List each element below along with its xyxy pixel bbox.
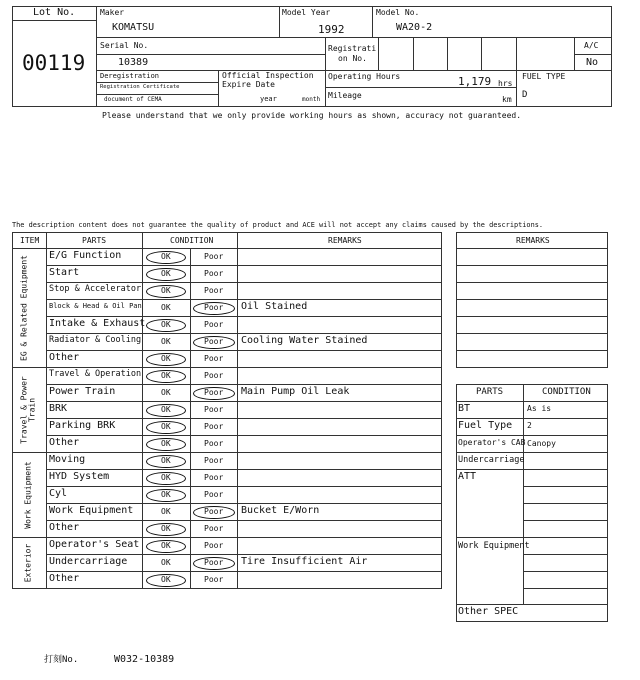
ok-selected-mark — [146, 523, 186, 536]
part-name: Travel & Operation — [49, 369, 142, 380]
parts-row-name: Work Equipment — [458, 541, 530, 551]
part-name: HYD System — [49, 470, 110, 482]
parts-col-header: PARTS — [476, 387, 504, 397]
ok-selected-mark — [146, 370, 186, 383]
lot-label: Lot No. — [33, 7, 76, 18]
ok-option: OK — [161, 421, 171, 431]
parts-row-condition: Canopy — [527, 439, 556, 448]
ok-selected-mark — [146, 404, 186, 417]
hours-notice: Please understand that we only provide working hours as shown, accuracy not guaranteed. — [102, 111, 522, 120]
ok-selected-mark — [146, 319, 186, 332]
ok-option: OK — [161, 319, 171, 329]
ok-option: OK — [161, 370, 171, 380]
mileage-label: Mileage — [328, 91, 362, 100]
part-name: E/G Function — [49, 249, 122, 261]
ok-selected-mark — [146, 251, 186, 264]
poor-option: Poor — [204, 455, 224, 465]
poor-option: Poor — [204, 336, 224, 346]
poor-option: Poor — [204, 370, 224, 380]
group-label: Work Equipment — [23, 460, 32, 529]
parts-row-condition: As is — [527, 404, 552, 413]
serial-label: Serial No. — [100, 41, 149, 50]
inspection-label: Official Inspection — [222, 71, 314, 80]
ok-selected-mark — [146, 489, 186, 502]
poor-option: Poor — [204, 251, 224, 261]
parts-row-condition: 2 — [527, 421, 532, 430]
dereg-sub1: Registration Certificate — [100, 84, 180, 90]
ok-option: OK — [161, 557, 171, 567]
ok-option: OK — [161, 387, 171, 397]
poor-option: Poor — [204, 404, 224, 414]
poor-selected-mark — [193, 336, 235, 349]
part-name: Power Train — [49, 385, 116, 397]
group-label: EG & Related Equipment — [19, 254, 28, 361]
part-name: Block & Head & Oil Pan — [49, 302, 142, 310]
ok-option: OK — [161, 353, 171, 363]
remark-text: Main Pump Oil Leak — [241, 385, 350, 397]
ok-option: OK — [161, 268, 171, 278]
ok-selected-mark — [146, 540, 186, 553]
stamp-label: 打刻No. — [44, 655, 79, 665]
registration-label: Registrati — [328, 44, 377, 53]
poor-option: Poor — [204, 557, 224, 567]
operating-hours-value: 1,179 — [458, 75, 492, 88]
ok-option: OK — [161, 489, 171, 499]
poor-option: Poor — [204, 472, 224, 482]
ok-option: OK — [161, 404, 171, 414]
poor-option: Poor — [204, 268, 224, 278]
parts-row-name: Operator's CAB — [458, 438, 526, 447]
parts-row-name: ATT — [458, 471, 477, 482]
stamp-value: W032-10389 — [114, 654, 175, 665]
part-name: Other — [49, 572, 80, 584]
poor-option: Poor — [204, 319, 224, 329]
ok-selected-mark — [146, 472, 186, 485]
col-parts-header: PARTS — [82, 236, 107, 245]
model-no-value: WA20-2 — [396, 22, 433, 33]
fuel-type-label: FUEL TYPE — [522, 72, 566, 81]
remark-text: Tire Insufficient Air — [241, 555, 368, 567]
parts-row-name: BT — [458, 403, 471, 414]
ok-option: OK — [161, 285, 171, 295]
model-year-value: 1992 — [318, 23, 345, 36]
part-name: Undercarriage — [49, 555, 128, 567]
part-name: Parking BRK — [49, 419, 116, 431]
ac-label: A/C — [584, 41, 599, 50]
remark-text: Bucket E/Worn — [241, 504, 320, 516]
part-name: Other — [49, 436, 80, 448]
ok-option: OK — [161, 251, 171, 261]
part-name: BRK — [49, 402, 68, 414]
ok-option: OK — [161, 506, 171, 516]
parts-row-name: Fuel Type — [458, 420, 513, 431]
poor-selected-mark — [193, 557, 235, 570]
km-unit: km — [502, 95, 512, 104]
serial-value: 10389 — [118, 57, 149, 68]
poor-option: Poor — [204, 302, 224, 312]
inspection-label-2: Expire Date — [222, 80, 275, 89]
part-name: Start — [49, 266, 80, 278]
hrs-unit: hrs — [498, 79, 513, 88]
part-name: Other — [49, 521, 80, 533]
part-name: Radiator & Cooling — [49, 335, 142, 346]
registration-label-2: on No. — [338, 54, 367, 63]
part-name: Work Equipment — [49, 504, 134, 516]
lot-number: 00119 — [22, 51, 86, 75]
condition-col-header: CONDITION — [542, 387, 591, 397]
poor-option: Poor — [204, 353, 224, 363]
model-no-label: Model No. — [376, 8, 420, 17]
poor-selected-mark — [193, 506, 235, 519]
poor-option: Poor — [204, 285, 224, 295]
dereg-sub2: document of CEMA — [104, 96, 162, 103]
parts-row-name: Undercarriage — [458, 455, 525, 465]
ac-value: No — [586, 57, 599, 68]
poor-selected-mark — [193, 302, 235, 315]
fuel-type-value: D — [522, 90, 528, 100]
ok-option: OK — [161, 438, 171, 448]
parts-row-name: Other SPEC — [458, 606, 519, 617]
ok-selected-mark — [146, 285, 186, 298]
col-remarks-header: REMARKS — [328, 236, 362, 245]
poor-selected-mark — [193, 387, 235, 400]
right-remarks-header: REMARKS — [516, 236, 550, 245]
ok-option: OK — [161, 336, 171, 346]
ok-selected-mark — [146, 421, 186, 434]
poor-option: Poor — [204, 489, 224, 499]
ok-selected-mark — [146, 353, 186, 366]
part-name: Other — [49, 351, 80, 363]
ok-option: OK — [161, 302, 171, 312]
month-label: month — [302, 96, 321, 103]
maker-value: KOMATSU — [112, 22, 155, 33]
group-label: Exterior — [23, 543, 32, 582]
ok-option: OK — [161, 455, 171, 465]
poor-option: Poor — [204, 438, 224, 448]
ok-selected-mark — [146, 455, 186, 468]
part-name: Operator's Seat — [49, 538, 140, 550]
ok-option: OK — [161, 540, 171, 550]
year-label: year — [260, 95, 277, 103]
ok-option: OK — [161, 574, 171, 584]
ok-option: OK — [161, 472, 171, 482]
model-year-label: Model Year — [282, 8, 331, 17]
remark-text: Oil Stained — [241, 300, 308, 312]
ok-option: OK — [161, 523, 171, 533]
poor-option: Poor — [204, 506, 224, 516]
poor-option: Poor — [204, 540, 224, 550]
part-name: Cyl — [49, 487, 68, 499]
poor-option: Poor — [204, 523, 224, 533]
poor-option: Poor — [204, 421, 224, 431]
ok-selected-mark — [146, 268, 186, 281]
remark-text: Cooling Water Stained — [241, 334, 368, 346]
poor-option: Poor — [204, 387, 224, 397]
dereg-label: Deregistration — [100, 72, 160, 80]
ok-selected-mark — [146, 438, 186, 451]
disclaimer: The description content does not guarantee the quality of product and ACE will not accept any claims caused by the descriptions. — [12, 221, 544, 229]
col-item-header: ITEM — [20, 236, 40, 245]
operating-hours-label: Operating Hours — [328, 72, 401, 81]
col-condition-header: CONDITION — [170, 236, 214, 245]
part-name: Moving — [49, 453, 86, 465]
part-name: Intake & Exhaust — [49, 317, 146, 329]
group-label: Travel & Power Train — [19, 375, 36, 444]
ok-selected-mark — [146, 574, 186, 587]
poor-option: Poor — [204, 574, 224, 584]
maker-label: Maker — [100, 8, 125, 17]
part-name: Stop & Accelerator — [49, 284, 142, 295]
